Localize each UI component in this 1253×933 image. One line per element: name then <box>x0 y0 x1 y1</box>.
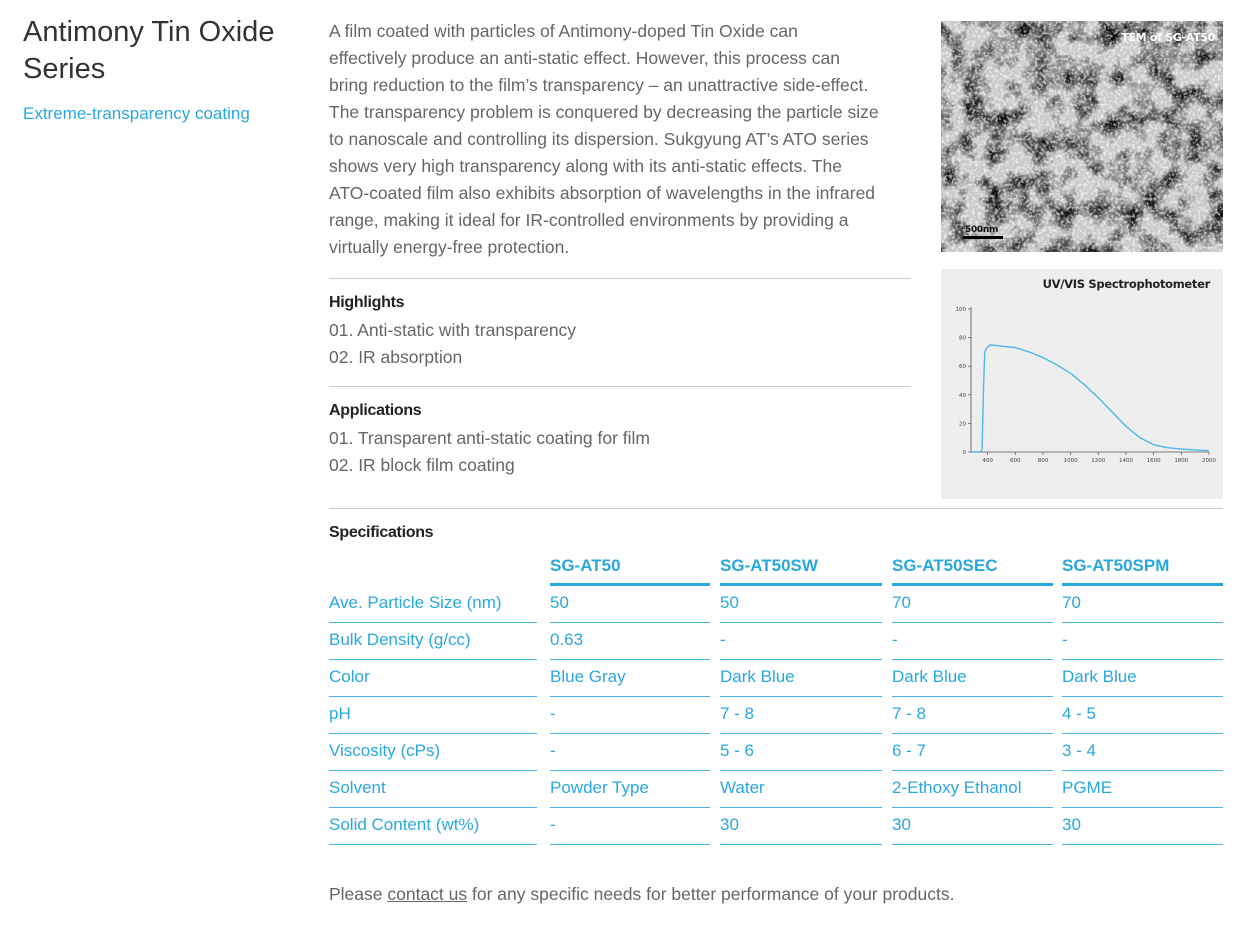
spec-row-label: pH <box>329 704 351 723</box>
spec-cell: Powder Type <box>550 778 649 797</box>
intro-paragraph <box>329 18 924 261</box>
chart-x-tick-label: 1200 <box>1091 458 1106 464</box>
spec-cell: 4 - 5 <box>1062 704 1097 723</box>
spec-cell-divider <box>892 659 1053 660</box>
spec-cell-divider <box>550 659 710 660</box>
spec-cell-divider <box>892 733 1053 734</box>
spec-row-label: Solvent <box>329 778 386 797</box>
spec-cell-divider <box>1062 844 1223 845</box>
intro-line: to nanoscale and controlling its dispersion. Sukgyung AT’s ATO series <box>329 129 869 149</box>
spec-row-label: Viscosity (cPs) <box>329 741 441 760</box>
spec-cell: 5 - 6 <box>720 741 755 760</box>
spec-cell: - <box>550 704 556 723</box>
spec-cell-divider <box>550 844 710 845</box>
spec-cell-divider <box>1062 770 1223 771</box>
contact-us-link[interactable]: contact us <box>387 884 468 904</box>
spec-cell-divider <box>720 622 882 623</box>
spec-cell-divider <box>720 807 882 808</box>
page-title-line-2: Series <box>23 53 106 85</box>
spec-row-label: Solid Content (wt%) <box>329 815 480 834</box>
spec-cell-divider <box>892 844 1053 845</box>
applications-heading: Applications <box>329 402 422 419</box>
subtitle-link[interactable]: Extreme-transparency coating <box>23 104 250 123</box>
spec-cell: 50 <box>550 593 569 612</box>
spec-cell: 6 - 7 <box>892 741 927 760</box>
spec-cell: - <box>720 630 726 649</box>
spec-column-underline <box>892 583 1053 586</box>
spec-cell: 3 - 4 <box>1062 741 1097 760</box>
spec-row-divider <box>329 733 537 734</box>
spec-cell: - <box>550 815 556 834</box>
spec-cell: 7 - 8 <box>892 704 927 723</box>
intro-line: The transparency problem is conquered by decreasing the particle size <box>329 102 879 122</box>
intro-line: A film coated with particles of Antimony-doped Tin Oxide can <box>329 21 798 41</box>
spec-cell: - <box>550 741 556 760</box>
spec-cell-divider <box>720 733 882 734</box>
spec-cell-divider <box>550 733 710 734</box>
spec-row-divider <box>329 659 537 660</box>
spec-column-header: SG-AT50SEC <box>892 556 998 575</box>
uv-vis-chart <box>941 269 1223 499</box>
footer-text-before: Please <box>329 884 388 904</box>
spec-cell: Dark Blue <box>1062 667 1137 686</box>
spec-cell-divider <box>1062 659 1223 660</box>
spec-cell-divider <box>1062 733 1223 734</box>
spec-cell-divider <box>892 622 1053 623</box>
intro-line: ATO-coated film also exhibits absorption of wavelengths in the infrared <box>329 183 876 203</box>
spec-cell-divider <box>1062 807 1223 808</box>
chart-series-line <box>971 345 1209 452</box>
spec-cell-divider <box>1062 622 1223 623</box>
spec-cell-divider <box>550 622 710 623</box>
divider-highlights <box>329 278 911 279</box>
spec-column-header: SG-AT50SPM <box>1062 556 1170 575</box>
intro-line: bring reduction to the film’s transparency – an unattractive side-effect. <box>329 75 869 95</box>
spec-row-label: Color <box>329 667 370 686</box>
page-title-line-1: Antimony Tin Oxide <box>23 16 275 48</box>
spec-cell-divider <box>892 807 1053 808</box>
tem-scale-label: 500nm <box>965 225 999 235</box>
page-title <box>23 14 313 88</box>
spec-cell: Dark Blue <box>720 667 795 686</box>
intro-line: virtually energy-free protection. <box>329 237 570 257</box>
spec-cell: PGME <box>1062 778 1113 797</box>
spec-cell: 70 <box>1062 593 1081 612</box>
intro-line: range, making it ideal for IR-controlled environments by providing a <box>329 210 849 230</box>
application-item: 02. IR block film coating <box>329 455 515 475</box>
spec-cell: Dark Blue <box>892 667 967 686</box>
chart-y-tick-label: 0 <box>962 450 966 456</box>
spec-cell-divider <box>892 770 1053 771</box>
highlight-item: 02. IR absorption <box>329 347 463 367</box>
specifications-heading: Specifications <box>329 524 434 541</box>
chart-x-tick-label: 800 <box>1037 458 1049 464</box>
chart-y-tick-label: 80 <box>959 335 966 342</box>
spec-row-label: Ave. Particle Size (nm) <box>329 593 502 612</box>
spec-cell: 50 <box>720 593 739 612</box>
spec-cell-divider <box>550 696 710 697</box>
sidebar-title-block <box>23 14 313 124</box>
spec-cell: 2-Ethoxy Ethanol <box>892 778 1022 797</box>
spec-column-header: SG-AT50 <box>550 556 621 575</box>
spec-column-underline <box>720 583 882 586</box>
chart-x-tick-label: 1000 <box>1063 458 1078 464</box>
chart-y-tick-label: 20 <box>959 421 966 428</box>
application-item: 01. Transparent anti-static coating for film <box>329 428 650 448</box>
spec-row-label: Bulk Density (g/cc) <box>329 630 471 649</box>
spec-row-divider <box>329 696 537 697</box>
tem-caption: TEM of SG-AT50 <box>1121 31 1215 44</box>
intro-line: shows very high transparency along with its anti-static effects. The <box>329 156 842 176</box>
tem-texture <box>941 21 1223 252</box>
chart-x-tick-label: 1400 <box>1118 458 1133 464</box>
spec-column-underline <box>1062 583 1223 586</box>
spec-cell: - <box>1062 630 1068 649</box>
spec-row-divider <box>329 622 537 623</box>
spec-cell-divider <box>720 659 882 660</box>
footer-text-after: for any specific needs for better performance of your products. <box>467 884 955 904</box>
divider-specifications <box>329 508 1223 509</box>
chart-title: UV/VIS Spectrophotometer <box>1042 277 1210 291</box>
chart-x-tick-label: 1600 <box>1146 458 1161 464</box>
chart-y-tick-label: 40 <box>959 392 966 399</box>
spec-cell-divider <box>720 770 882 771</box>
spec-cell-divider <box>720 844 882 845</box>
spec-cell-divider <box>720 696 882 697</box>
spec-cell-divider <box>1062 696 1223 697</box>
spec-cell: Blue Gray <box>550 667 626 686</box>
chart-x-tick-label: 2000 <box>1202 458 1216 464</box>
spec-cell: 7 - 8 <box>720 704 755 723</box>
spec-column-header: SG-AT50SW <box>720 556 818 575</box>
footer-note <box>329 884 954 905</box>
highlight-item: 01. Anti-static with transparency <box>329 320 577 340</box>
spec-cell: - <box>892 630 898 649</box>
uv-vis-chart-panel <box>941 269 1223 499</box>
spec-cell: 30 <box>1062 815 1081 834</box>
spec-cell: 30 <box>720 815 739 834</box>
chart-x-tick-label: 400 <box>982 458 993 464</box>
spec-cell: 30 <box>892 815 911 834</box>
tem-image <box>941 21 1223 252</box>
spec-cell-divider <box>550 807 710 808</box>
intro-line: effectively produce an anti-static effect. However, this process can <box>329 48 841 68</box>
spec-cell: 70 <box>892 593 911 612</box>
chart-y-tick-label: 100 <box>955 307 966 313</box>
spec-row-divider <box>329 844 537 845</box>
spec-row-divider <box>329 807 537 808</box>
chart-x-tick-label: 1800 <box>1174 458 1189 464</box>
divider-applications <box>329 386 911 387</box>
spec-row-divider <box>329 770 537 771</box>
spec-cell: 0.63 <box>550 630 584 649</box>
spec-cell-divider <box>550 770 710 771</box>
highlights-heading: Highlights <box>329 294 405 311</box>
chart-y-tick-label: 60 <box>959 364 966 371</box>
spec-cell-divider <box>892 696 1053 697</box>
chart-x-tick-label: 600 <box>1010 458 1021 464</box>
spec-column-underline <box>550 583 710 586</box>
spec-cell: Water <box>720 778 765 797</box>
